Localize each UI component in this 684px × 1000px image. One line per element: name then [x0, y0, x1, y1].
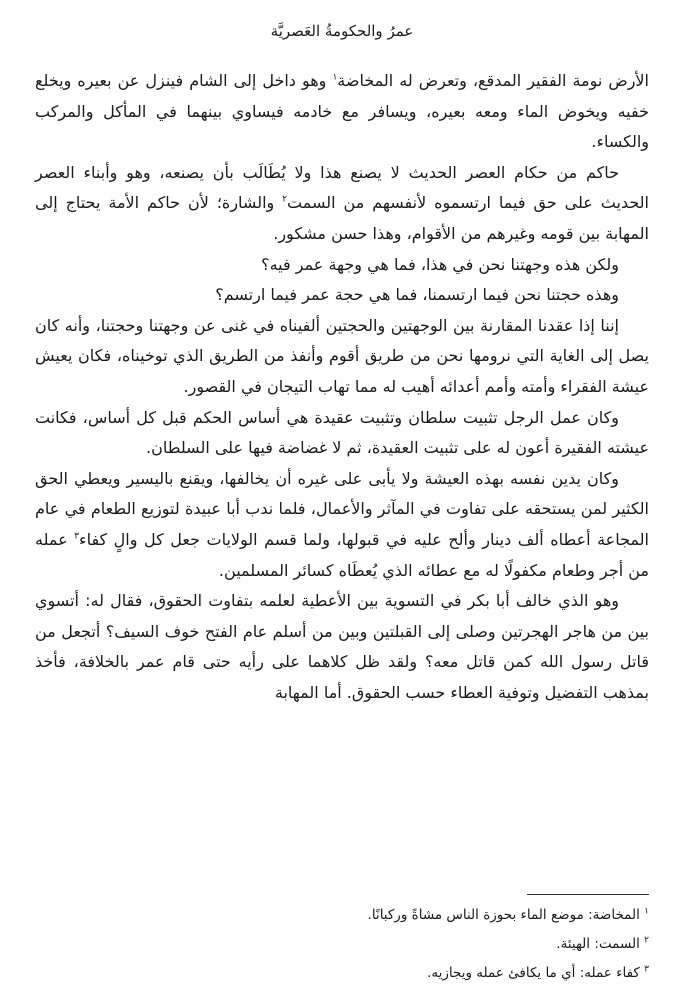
- footnote-marker: ١: [332, 72, 338, 83]
- footnote: [35, 901, 649, 930]
- footnote-number: ١: [644, 906, 649, 917]
- footnote-divider: [527, 894, 649, 895]
- paragraph-text: الأرض نومة الفقير المدقع، وتعرض له المخاضة: [337, 71, 649, 90]
- paragraph: [35, 250, 649, 281]
- paragraph-text: عمله من أجر وطعام مكفولًا له مع عطائه الذي يُعطَاه كسائر المسلمين.: [35, 529, 649, 580]
- footnote-text: المخاضة: موضع الماء بحوزة الناس مشاةً وركبانًا.: [367, 907, 640, 923]
- footnote: [35, 959, 649, 988]
- paragraph-text: وهو داخل إلى الشام فينزل عن بعيره ويخلع خفيه ويخوض الماء ومعه بعيره، ويسافر مع خادمه فيساوي بينهما في المأكل والمركب والكساء.: [35, 71, 649, 152]
- footnotes: [35, 901, 649, 988]
- footnote: [35, 930, 649, 959]
- paragraph-text: وكان يدين نفسه بهذه العيشة ولا يأبى على غيره أن يخالفها، ويقنع باليسير ويعطي الحق الكثير لمن يستحقه على تفاوت في المآثر والأعمال، فلما ندب أبا عبيدة لتوزيع الطعام في عام المجاعة أعطاه ألف دينار وألح عليه في قبولها، ولما قسم الولايات جعل كل والٍ كفاء: [35, 468, 649, 549]
- footnote-number: ٢: [644, 935, 649, 946]
- paragraph-text: إننا إذا عقدنا المقارنة بين الوجهتين والحجتين ألفيناه في غنى عن وجهتنا وحجتنا، وأنه كان يصل إلى الغاية التي نرومها نحن من طريق أقوم وأنفذ من الطريق الذي توخيناه، فكان يعيش عيشة الفقراء وأمته وأمم أعدائه أهيب له مما تهاب التيجان في القصور.: [35, 315, 649, 396]
- paragraph-text: وهو الذي خالف أبا بكر في التسوية بين الأعطية لعلمه بتفاوت الحقوق، فقال له: أتسوي بين من هاجر الهجرتين وصلى إلى القبلتين وبين من أسلم عام الفتح خوف السيف؟ أتجعل من قاتل رسول الله كمن قاتل معه؟ ولقد ظل كلاهما على رأيه حتى قام عمر بالخلافة، فأخذ بمذهب التفضيل وتوفية العطاء حسب الحقوق. أما المهابة: [35, 591, 649, 702]
- paragraph-text: ولكن هذه وجهتنا نحن في هذا، فما هي وجهة عمر فيه؟: [261, 254, 619, 274]
- footnote-text: كفاء عمله: أي ما يكافئ عمله ويجازيه.: [427, 965, 640, 981]
- paragraph-text: والشارة؛ لأن حاكم الأمة يحتاج إلى المهابة بين قومه وغيرهم من الأقوام، وهذا حسن مشكور.: [35, 193, 649, 243]
- footnote-number: ٣: [644, 964, 649, 975]
- paragraph: [35, 311, 649, 403]
- paragraph-text: وهذه حجتنا نحن فيما ارتسمنا، فما هي حجة عمر فيما ارتسم؟: [215, 285, 619, 305]
- paragraph: [35, 158, 649, 250]
- paragraph: [35, 403, 649, 464]
- footnote-marker: ٣: [74, 531, 80, 542]
- body-text: [35, 66, 649, 708]
- footnote-text: السمت: الهيئة.: [556, 936, 640, 952]
- paragraph: [35, 464, 649, 586]
- paragraph-text: وكان عمل الرجل تثبيت سلطان وتثبيت عقيدة هي أساس الحكم قبل كل أساس، فكانت عيشته الفقيرة أعون له على تثبيت العقيدة، ثم لا غضاضة فيها على السلطان.: [35, 407, 649, 458]
- running-header: عمرُ والحكومةُ العَصريَّة: [270, 22, 414, 40]
- paragraph: [35, 586, 649, 708]
- paragraph-text: حاكم من حكام العصر الحديث لا يصنع هذا ولا يُطَالَب بأن يصنعه، وهو وأبناء العصر الحديث على حق فيما ارتسموه لأنفسهم من السمت: [35, 162, 650, 213]
- footnote-marker: ٢: [282, 195, 288, 206]
- paragraph: [35, 66, 649, 158]
- paragraph: [35, 280, 649, 311]
